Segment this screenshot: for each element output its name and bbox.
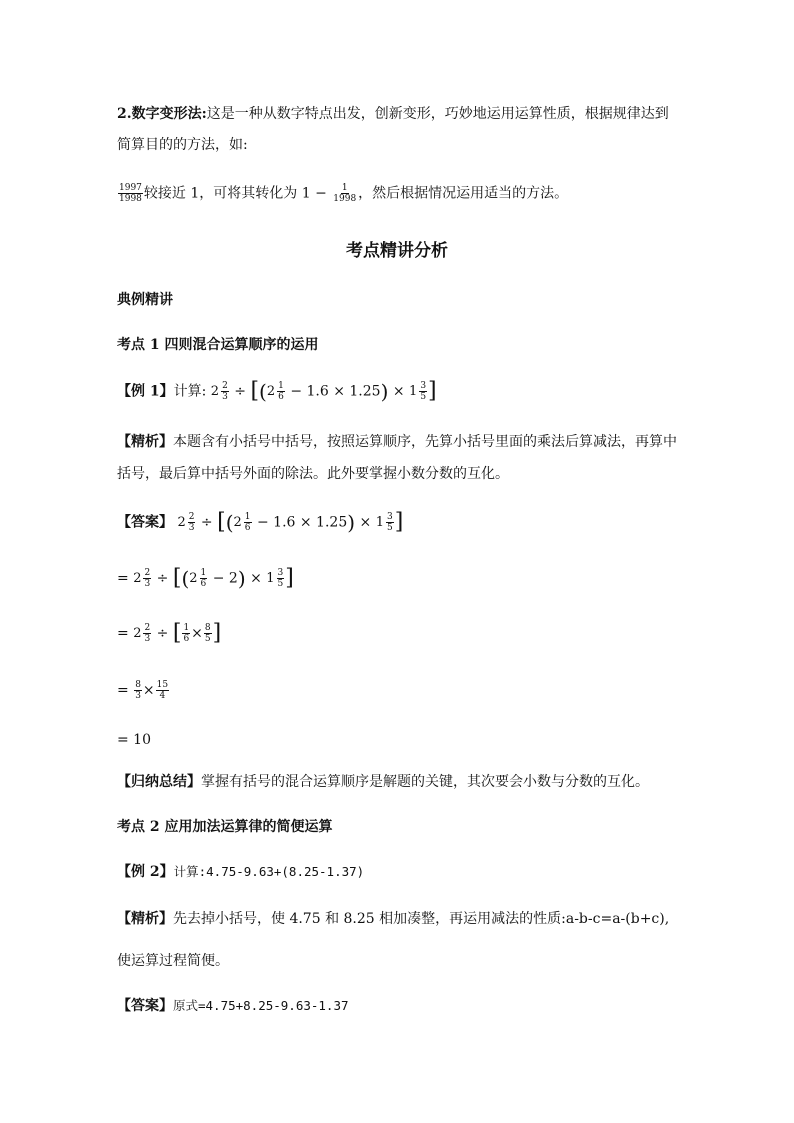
step-2: = 2 $\frac{2}{3}$ ÷ [( 2 $\frac{1}{6}$ − 2) × 1 $\frac{3}{5}$ ]	[117, 565, 294, 591]
subtitle: 典例精讲	[117, 292, 173, 308]
expr-one-minus: 1 −	[301, 185, 327, 202]
section-title: 考点精讲分析	[346, 241, 448, 261]
answer2-line: 【答案】原式=4.75+8.25-9.63-1.37	[117, 998, 349, 1014]
summary-label: 【归纳总结】	[117, 774, 201, 790]
step-result: = 10	[117, 732, 151, 748]
example1-label: 【例 1】	[117, 383, 174, 400]
answer1-line: 【答案】 2 $\frac{2}{3}$ ÷ [( 2 $\frac{1}{6}$ − 1.6 × 1.25) × 1 $\frac{3}{5}$ ]	[117, 509, 404, 535]
step-4: = $\frac{8}{3}$ × $\frac{15}{4}$	[117, 680, 169, 701]
mixed-2-2-3: 2 $\frac{2}{3}$	[210, 381, 228, 402]
fraction-1997-1998: $\frac{1997}{1998}$	[119, 183, 142, 204]
answer2-label: 【答案】	[117, 998, 173, 1014]
intro-text-2: 简算目的的方法，如:	[117, 137, 248, 153]
example1-line: 【例 1】计算: 2 $\frac{2}{3}$ ÷ [( 2 $\frac{1}{6}$ − 1.6 × 1.25) × 1 $\frac{3}{5}$ ]	[117, 378, 437, 404]
analysis2-line-2: 使运算过程简便。	[117, 953, 229, 969]
intro-line-1	[117, 104, 669, 124]
analysis1-label: 【精析】	[117, 434, 173, 450]
intro-text-3a: 较接近 1，可将其转化为	[143, 185, 298, 202]
intro-text-1: 这是一种从数字特点出发，创新变形，巧妙地运用运算性质，根据规律达到	[206, 106, 669, 122]
analysis1-line-2: 括号，最后算中括号外面的除法。此外要掌握小数分数的互化。	[117, 466, 509, 482]
step-3: = 2 $\frac{2}{3}$ ÷ [ $\frac{1}{6}$ × $\frac{8}{5}$ ]	[117, 620, 222, 646]
mixed-2-1-6: 2 $\frac{1}{6}$	[266, 381, 284, 402]
intro-text-3b: ，然后根据情况运用适当的方法。	[358, 185, 569, 202]
point1-title: 考点 1 四则混合运算顺序的运用	[117, 337, 319, 353]
analysis2-line-1: 【精析】先去掉小括号，使 4.75 和 8.25 相加凑整，再运用减法的性质:a-b-c=a-(b+c),	[117, 911, 670, 927]
example1-text: 计算:	[173, 383, 207, 400]
point2-title: 考点 2 应用加法运算律的简便运算	[117, 819, 333, 835]
intro-line-3	[117, 183, 568, 204]
analysis1-line-1: 【精析】本题含有小括号中括号，按照运算顺序，先算小括号里面的乘法后算减法，再算中	[117, 434, 677, 450]
answer1-label: 【答案】	[117, 514, 173, 531]
example2-label: 【例 2】	[117, 864, 174, 880]
intro-heading: 2.数字变形法:	[117, 106, 207, 122]
example2-line: 【例 2】计算:4.75-9.63+(8.25-1.37)	[117, 864, 365, 880]
fraction-1-1998: $\frac{1}{1998}$	[333, 183, 357, 204]
intro-line-2	[117, 135, 248, 155]
mixed-1-3-5: 1 $\frac{3}{5}$	[409, 381, 427, 402]
summary-line: 【归纳总结】掌握有括号的混合运算顺序是解题的关键，其次要会小数与分数的互化。	[117, 774, 649, 790]
analysis2-label: 【精析】	[117, 911, 173, 927]
